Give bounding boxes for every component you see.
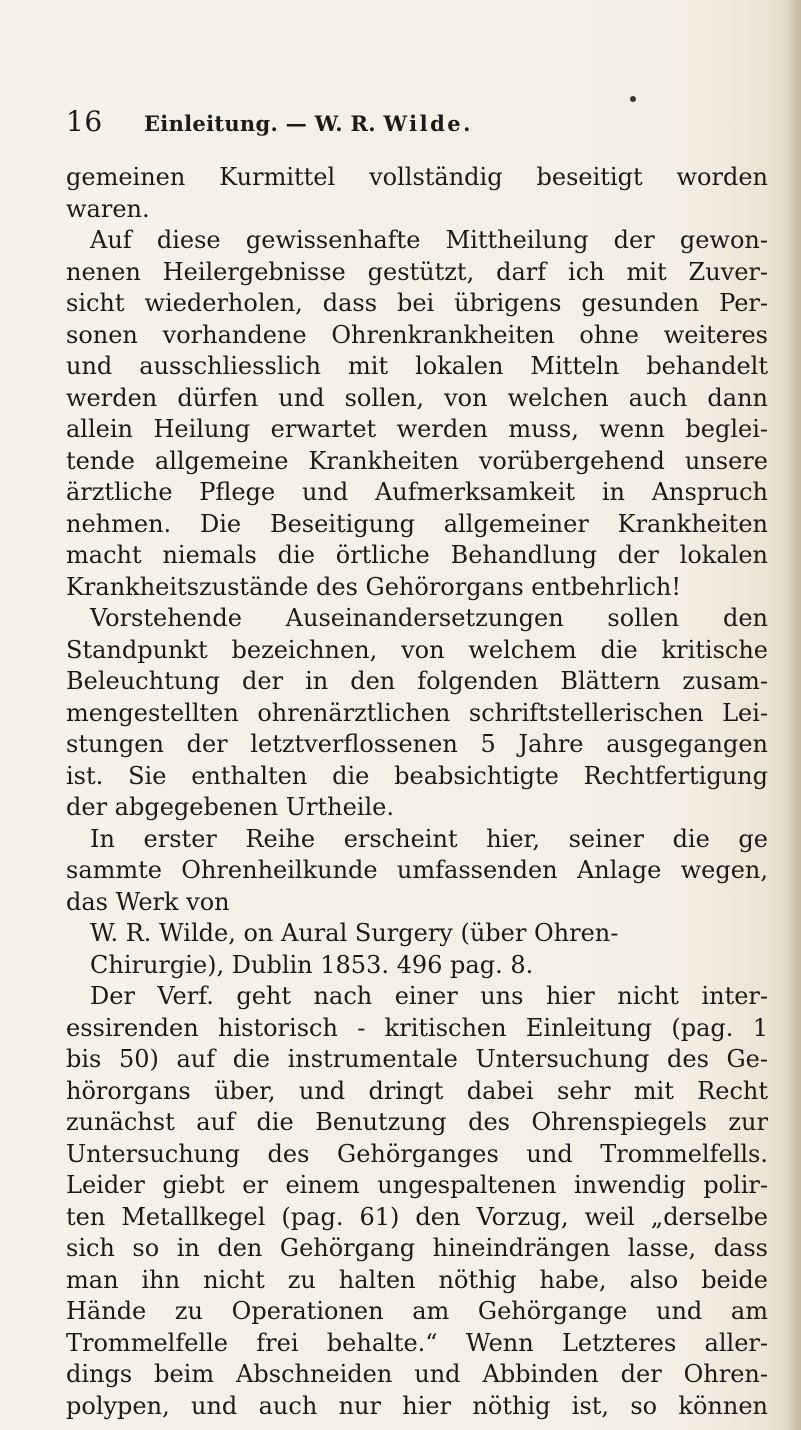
text-line: Der Verf. geht nach einer uns hier nicht inter- (90, 982, 768, 1010)
text-line: und ausschliesslich mit lokalen Mitteln behandelt (66, 352, 768, 380)
text-line: stungen der letztverflossenen 5 Jahre ausgegangen (66, 730, 768, 758)
text-line: hörorgans über, und dringt dabei sehr mit Recht (66, 1076, 768, 1105)
text-line: der abgegebenen Urtheile. (66, 793, 394, 821)
citation-line: W. R. Wilde, on Aural Surgery (über Ohren- (90, 919, 619, 947)
text-line: polypen, und auch nur hier nöthig ist, so können (66, 1391, 768, 1420)
text-line: allein Heilung erwartet werden muss, wenn beglei- (66, 415, 768, 443)
page-number: 16 (66, 105, 103, 138)
running-title-name: Wilde. (383, 111, 473, 136)
body-text (66, 162, 768, 1422)
text-line: Untersuchung des Gehörganges und Trommelfells. (66, 1139, 768, 1168)
citation-line: Chirurgie), Dublin 1853. 496 pag. 8. (90, 950, 534, 979)
text-line: Leider giebt er einem ungespaltenen inwendig polir- (66, 1171, 768, 1199)
text-line: dings beim Abschneiden und Abbinden der Ohren- (66, 1360, 768, 1388)
text-line: Krankheitszustände des Gehörorgans entbehrlich! (66, 572, 681, 601)
text-line: nehmen. Die Beseitigung allgemeiner Krankheiten (66, 509, 768, 538)
text-line: nenen Heilergebnisse gestützt, darf ich mit Zuver- (66, 257, 768, 286)
text-line: ärztliche Pflege und Aufmerksamkeit in Anspruch (66, 478, 768, 506)
text-line: sammte Ohrenheilkunde umfassenden Anlage wegen, (66, 856, 768, 884)
text-line: sich so in den Gehörgang hineindrängen lasse, dass (66, 1234, 768, 1262)
text-line: ten Metallkegel (pag. 61) den Vorzug, weil „derselbe (66, 1202, 768, 1231)
page-edge-shadow (787, 0, 801, 1430)
text-line: gemeinen Kurmittel vollständig beseitigt worden (66, 163, 768, 191)
text-line: Vorstehende Auseinandersetzungen sollen den (90, 604, 768, 632)
running-title (144, 110, 473, 138)
text-line: das Werk von (66, 887, 230, 916)
text-line: sonen vorhandene Ohrenkrankheiten ohne weiteres (66, 320, 768, 349)
running-title-prefix: Einleitung. — W. R. (144, 111, 384, 136)
text-line: Trommelfelle frei behalte.“ Wenn Letzteres aller- (66, 1328, 768, 1357)
text-line: tende allgemeine Krankheiten vorübergehend unsere (66, 446, 768, 475)
text-line: essirenden historisch - kritischen Einleitung (pag. 1 (66, 1013, 768, 1042)
text-line: macht niemals die örtliche Behandlung der lokalen (66, 541, 768, 569)
text-line: werden dürfen und sollen, von welchen auch dann (66, 383, 768, 412)
text-line: In erster Reihe erscheint hier, seiner die ge (90, 824, 768, 853)
text-line: Hände zu Operationen am Gehörgange und am (66, 1297, 768, 1325)
text-line: ist. Sie enthalten die beabsichtigte Rechtfertigung (66, 761, 768, 790)
text-line: Auf diese gewissenhafte Mittheilung der gewon- (90, 226, 768, 254)
text-line: Standpunkt bezeichnen, von welchem die kritische (66, 635, 768, 664)
text-line: zunächst auf die Benutzung des Ohrenspiegels zur (66, 1108, 768, 1136)
text-line: bis 50) auf die instrumentale Untersuchung des Ge- (66, 1045, 768, 1073)
text-line: mengestellten ohrenärztlichen schriftstellerischen Lei- (66, 698, 768, 727)
ink-mark (630, 96, 636, 102)
text-line: man ihn nicht zu halten nöthig habe, also beide (66, 1265, 768, 1294)
text-line: waren. (66, 194, 150, 223)
running-head (66, 106, 686, 146)
text-line: sicht wiederholen, dass bei übrigens gesunden Per- (66, 289, 768, 317)
text-line: Beleuchtung der in den folgenden Blättern zusam- (66, 667, 768, 695)
